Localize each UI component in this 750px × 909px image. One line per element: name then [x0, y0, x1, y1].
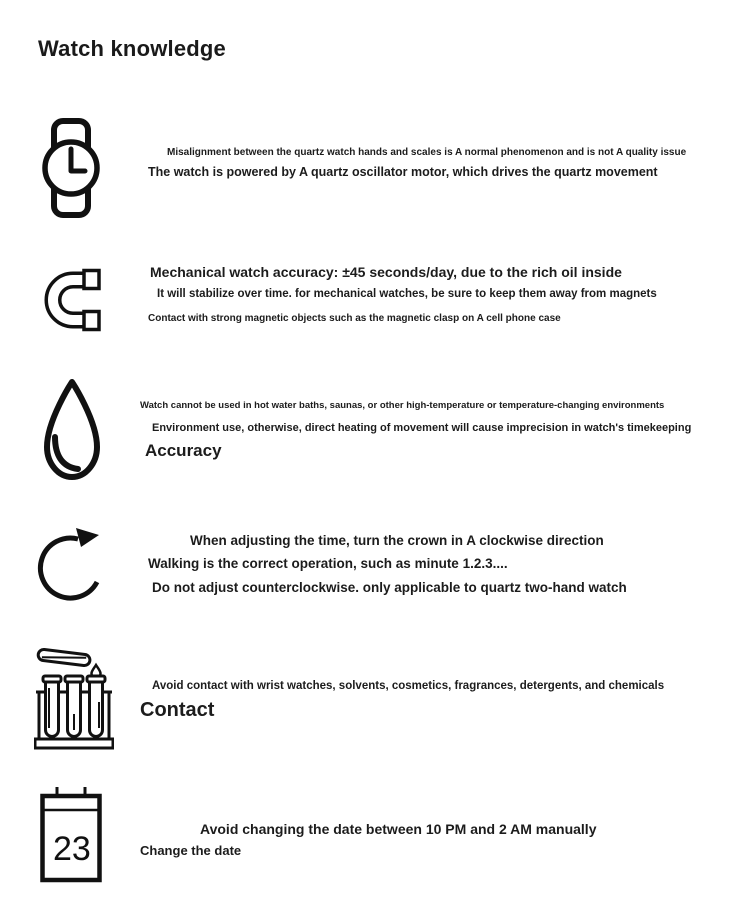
- info-line: It will stabilize over time. for mechanical watches, be sure to keep them away from magnets: [157, 288, 657, 300]
- test-tubes-icon: [34, 646, 114, 752]
- info-line: Misalignment between the quartz watch hands and scales is A normal phenomenon and is not A quality issue: [167, 147, 687, 158]
- info-line: Walking is the correct operation, such as minute 1.2.3....: [148, 556, 508, 571]
- watch-icon: [42, 118, 100, 218]
- clockwise-arrow-icon: [36, 527, 110, 605]
- info-line: Change the date: [140, 843, 242, 858]
- info-line: The watch is powered by A quartz oscillator motor, which drives the quartz movement: [148, 165, 658, 179]
- info-line: Mechanical watch accuracy: ±45 seconds/day, due to the rich oil inside: [150, 264, 622, 280]
- info-line: When adjusting the time, turn the crown in A clockwise direction: [190, 533, 604, 548]
- info-line: Avoid contact with wrist watches, solvents, cosmetics, fragrances, detergents, and chemicals: [152, 680, 665, 692]
- calendar-day-number: 23: [53, 830, 91, 868]
- info-line: Avoid changing the date between 10 PM and 2 AM manually: [200, 821, 597, 837]
- page-title: Watch knowledge: [38, 36, 226, 61]
- magnet-icon: [43, 268, 101, 332]
- water-drop-icon: [40, 377, 104, 483]
- calendar-icon: [40, 787, 102, 883]
- info-line: Do not adjust counterclockwise. only applicable to quartz two-hand watch: [152, 580, 627, 595]
- section-heading: Contact: [140, 699, 215, 721]
- section-heading: Accuracy: [145, 441, 222, 460]
- info-line: Watch cannot be used in hot water baths, saunas, or other high-temperature or temperature-changing environments: [140, 400, 665, 411]
- info-line: Contact with strong magnetic objects such as the magnetic clasp on A cell phone case: [148, 313, 561, 324]
- info-line: Environment use, otherwise, direct heating of movement will cause imprecision in watch's timekeeping: [152, 422, 692, 434]
